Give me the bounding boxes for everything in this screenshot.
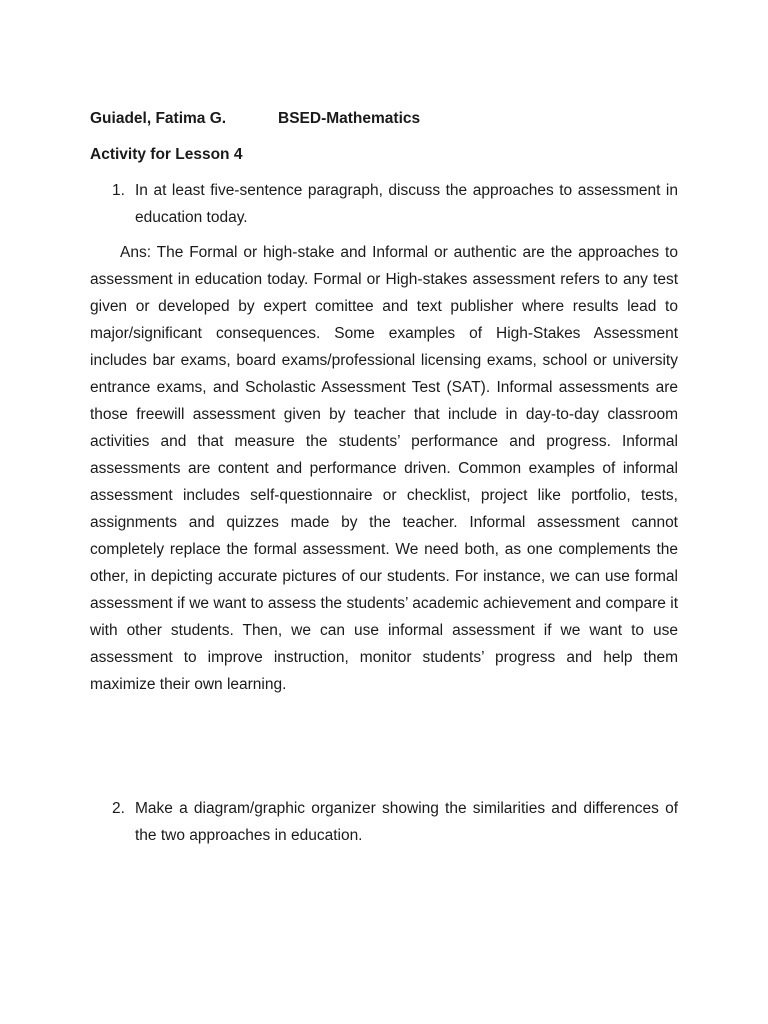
answer-paragraph: Ans: The Formal or high-stake and Informal or authentic are the approaches to assessment in education today. Formal or High-stakes assessment refers to any test given or developed by expert comittee and text publisher where results lead to major/significant consequences. Some examples of High-Stakes Assessment includes bar exams, board exams/professional licensing exams, school or university entrance exams, and Scholastic Assessment Test (SAT). Informal assessments are those freewill assessment given by teacher that include in day-to-day classroom activities and that measure the students’ performance and progress. Informal assessments are content and performance driven. Common examples of informal assessment includes self-questionnaire or checklist, project like portfolio, tests, assignments and quizzes made by the teacher. Informal assessment cannot completely replace the formal assessment. We need both, as one complements the other, in depicting accurate pictures of our students. For instance, we can use formal assessment if we want to assess the students’ academic achievement and compare it with other students. Then, we can use informal assessment if we want to use assessment to improve instruction, monitor students’ progress and help them maximize their own learning. [90,244,678,693]
document-header [90,110,421,128]
course-name: BSED-Mathematics [278,110,421,127]
activity-title: Activity for Lesson 4 [90,146,243,163]
student-name: Guiadel, Fatima G. [90,110,227,127]
question-1-text: In at least five-sentence paragraph, discuss the approaches to assessment in education today. [135,182,678,226]
question-1 [90,177,678,231]
question-2 [90,795,678,849]
question-2-number: 2. [112,800,125,817]
question-2-text: Make a diagram/graphic organizer showing the similarities and differences of the two approaches in education. [135,800,678,844]
question-1-number: 1. [112,182,125,199]
